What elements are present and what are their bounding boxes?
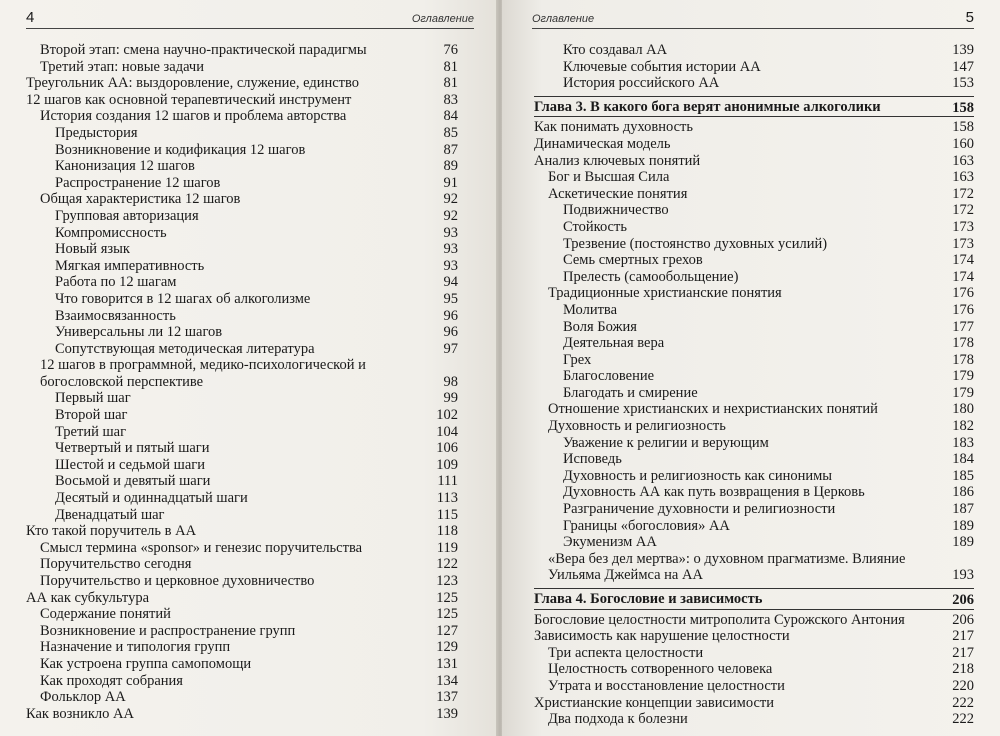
toc-entry-page: 111 (437, 473, 458, 490)
toc-entry-title: 12 шагов в программной, медико-психологической и богословской перспективе (40, 357, 366, 390)
toc-entry-title: Четвертый и пятый шаги (55, 440, 210, 457)
toc-entry-title: Глава 3. В какого бога верят анонимные алкоголики (534, 98, 881, 115)
toc-entry-title: Динамическая модель (534, 135, 671, 152)
toc-entry-page: 99 (443, 390, 458, 407)
toc-entry-title: Экуменизм АА (563, 534, 657, 551)
toc-entry-page: 98 (443, 373, 458, 390)
toc-entry-page: 87 (443, 141, 458, 158)
toc-entry (26, 175, 458, 192)
toc-entry (26, 473, 458, 490)
right-toc-list (534, 42, 974, 728)
toc-entry-page: 81 (443, 75, 458, 92)
toc-entry-title: Мягкая императивность (55, 257, 205, 274)
toc-entry-page: 174 (952, 252, 974, 269)
toc-entry-title: Разграничение духовности и религиозности (563, 501, 836, 518)
toc-entry-page: 180 (952, 401, 974, 418)
toc-entry-title: Групповая авторизация (55, 207, 199, 224)
toc-entry-title: Третий этап: новые задачи (40, 58, 204, 75)
toc-entry-page: 187 (952, 501, 974, 518)
toc-entry-title: Компромиссность (55, 224, 167, 241)
toc-entry (26, 308, 458, 325)
toc-entry-page: 193 (952, 567, 974, 584)
toc-entry (534, 319, 974, 336)
toc-entry-page: 102 (436, 407, 458, 424)
toc-entry-title: Возникновение и распространение групп (40, 622, 296, 639)
right-running-head: Оглавление (532, 13, 595, 25)
toc-entry-title: Духовность и религиозность (548, 418, 726, 435)
toc-entry (534, 352, 974, 369)
toc-entry-page: 109 (436, 456, 458, 473)
toc-entry (26, 208, 458, 225)
toc-entry (26, 407, 458, 424)
toc-entry-page: 134 (436, 672, 458, 689)
toc-chapter-heading (534, 96, 974, 118)
left-page-number: 4 (26, 9, 35, 26)
toc-entry-title: Первый шаг (55, 390, 131, 407)
toc-entry-title: История российского АА (563, 75, 720, 92)
toc-entry (26, 706, 458, 723)
toc-entry-title: Семь смертных грехов (563, 252, 703, 269)
toc-entry (534, 202, 974, 219)
toc-entry-page: 179 (952, 384, 974, 401)
toc-entry (534, 435, 974, 452)
toc-entry-title: 12 шагов как основной терапевтический инструмент (26, 91, 352, 108)
toc-entry-page: 97 (443, 340, 458, 357)
toc-entry-page: 95 (443, 290, 458, 307)
toc-entry-title: Поручительство и церковное духовничество (40, 573, 315, 589)
toc-entry (534, 136, 974, 153)
toc-entry (26, 258, 458, 275)
toc-entry-page: 206 (952, 592, 974, 608)
toc-entry (534, 661, 974, 678)
toc-entry-title: Аскетические понятия (548, 185, 688, 202)
toc-entry (26, 225, 458, 242)
toc-entry-title: Третий шаг (55, 423, 127, 440)
toc-entry-title: Шестой и седьмой шаги (55, 456, 205, 473)
toc-entry-title: Отношение христианских и нехристианских понятий (548, 401, 878, 418)
toc-entry-page: 81 (443, 58, 458, 75)
toc-entry (534, 186, 974, 203)
toc-entry-title: Благословение (563, 368, 655, 385)
toc-entry-title: Уважение к религии и верующим (563, 434, 769, 451)
toc-entry (26, 490, 458, 507)
toc-entry-title: Воля Божия (563, 318, 637, 335)
toc-entry (26, 75, 458, 92)
toc-entry (534, 302, 974, 319)
toc-entry-title: Духовность АА как путь возвращения в Церковь (563, 484, 865, 501)
toc-entry (534, 252, 974, 269)
toc-entry-page: 106 (436, 440, 458, 457)
toc-entry (534, 119, 974, 136)
toc-entry-page: 139 (436, 705, 458, 722)
left-toc-list (26, 42, 458, 722)
toc-entry-page: 176 (952, 301, 974, 318)
toc-entry-title: Три аспекта целостности (548, 644, 704, 661)
toc-entry-page: 173 (952, 218, 974, 235)
toc-entry-title: Христианские концепции зависимости (534, 694, 774, 711)
right-page (502, 0, 1000, 736)
toc-entry-title: Треугольник АА: выздоровление, служение, единство (26, 75, 359, 92)
toc-entry (534, 612, 974, 629)
toc-entry (534, 75, 974, 92)
toc-entry-page: 118 (436, 523, 458, 540)
toc-entry-title: Два подхода к болезни (548, 711, 688, 728)
toc-entry (534, 335, 974, 352)
toc-entry-page: 94 (443, 274, 458, 291)
toc-entry-page: 93 (443, 224, 458, 241)
toc-entry-title: Второй этап: смена научно-практической парадигмы (40, 42, 367, 58)
toc-entry (534, 501, 974, 518)
toc-entry-page: 91 (443, 174, 458, 191)
toc-entry-page: 129 (436, 639, 458, 656)
toc-entry (26, 540, 458, 557)
toc-entry (26, 142, 458, 159)
toc-entry-title: Благодать и смирение (563, 384, 698, 401)
toc-entry (26, 191, 458, 208)
toc-entry-title: Содержание понятий (40, 606, 171, 623)
toc-entry-page: 185 (952, 467, 974, 484)
toc-entry (534, 484, 974, 501)
toc-entry-page: 217 (952, 628, 974, 645)
toc-entry-title: Прелесть (самообольщение) (563, 268, 739, 285)
toc-entry-title: Смысл термина «sponsor» и генезис поручительства (40, 539, 363, 556)
toc-entry-page: 158 (952, 119, 974, 136)
left-running-head: Оглавление (411, 13, 474, 25)
toc-entry-page: 182 (952, 418, 974, 435)
toc-entry-page: 222 (952, 694, 974, 711)
toc-entry (534, 628, 974, 645)
toc-entry-page: 153 (952, 75, 974, 92)
toc-entry (26, 291, 458, 308)
toc-entry-page: 96 (443, 324, 458, 341)
toc-entry-title: Границы «богословия» АА (563, 517, 730, 534)
toc-entry-title: Предыстория (55, 124, 138, 141)
toc-entry-page: 172 (952, 202, 974, 219)
toc-entry (534, 711, 974, 728)
toc-entry-title: Взаимосвязанность (55, 307, 176, 324)
toc-entry-title: Анализ ключевых понятий (534, 152, 701, 169)
toc-entry-page: 104 (436, 423, 458, 440)
toc-entry (534, 551, 974, 584)
toc-entry-page: 85 (443, 124, 458, 141)
toc-entry (534, 368, 974, 385)
toc-entry-title: Двенадцатый шаг (55, 506, 165, 523)
toc-entry (26, 689, 458, 706)
toc-entry (26, 590, 458, 607)
toc-entry-page: 89 (443, 158, 458, 175)
toc-entry-page: 113 (436, 490, 458, 507)
toc-entry-page: 147 (952, 58, 974, 75)
toc-entry-page: 83 (443, 91, 458, 108)
toc-entry-page: 220 (952, 677, 974, 694)
toc-entry (534, 269, 974, 286)
toc-entry (26, 556, 458, 573)
toc-entry (26, 92, 458, 109)
toc-entry (534, 219, 974, 236)
left-page (0, 0, 498, 736)
toc-entry (26, 507, 458, 524)
toc-entry (26, 357, 458, 390)
toc-entry-page: 92 (443, 191, 458, 208)
toc-entry-page: 184 (952, 451, 974, 468)
toc-entry (534, 153, 974, 170)
toc-entry-page: 125 (436, 589, 458, 606)
toc-entry (26, 390, 458, 407)
toc-entry-title: Целостность сотворенного человека (548, 661, 773, 678)
toc-entry-title: Кто такой поручитель в АА (26, 523, 197, 540)
toc-entry (26, 324, 458, 341)
toc-entry-title: Возникновение и кодификация 12 шагов (55, 141, 306, 158)
toc-entry-title: Работа по 12 шагам (55, 274, 177, 291)
toc-entry-title: Что говорится в 12 шагах об алкоголизме (55, 290, 311, 307)
toc-entry (26, 274, 458, 291)
toc-entry-page: 174 (952, 268, 974, 285)
toc-entry-page: 84 (443, 108, 458, 125)
toc-entry-title: Универсальны ли 12 шагов (55, 324, 223, 341)
toc-entry (26, 158, 458, 175)
toc-entry-page: 189 (952, 534, 974, 551)
toc-entry-title: Стойкость (563, 218, 627, 235)
toc-entry (26, 457, 458, 474)
toc-entry-title: Богословие целостности митрополита Сурожского Антония (534, 611, 905, 628)
toc-entry (26, 241, 458, 258)
toc-entry (534, 534, 974, 551)
toc-entry-title: Трезвение (постоянство духовных усилий) (563, 235, 828, 252)
toc-entry (534, 678, 974, 695)
toc-entry-page: 127 (436, 622, 458, 639)
toc-entry (534, 385, 974, 402)
toc-entry (26, 59, 458, 76)
toc-entry-title: Как возникло АА (26, 705, 134, 722)
toc-entry-title: Восьмой и девятый шаги (55, 473, 211, 490)
toc-entry-page: 178 (952, 351, 974, 368)
toc-entry-title: Сопутствующая методическая литература (55, 340, 315, 357)
toc-entry-title: Зависимость как нарушение целостности (534, 628, 790, 645)
toc-entry-page: 206 (952, 611, 974, 628)
toc-entry (26, 424, 458, 441)
toc-entry-page: 115 (436, 506, 458, 523)
toc-chapter-heading (534, 588, 974, 610)
toc-entry-page: 178 (952, 335, 974, 352)
toc-entry (26, 573, 458, 590)
toc-entry-title: Назначение и типология групп (40, 639, 231, 656)
left-page-header (26, 8, 474, 29)
toc-entry-title: Грех (563, 351, 592, 368)
toc-entry (26, 639, 458, 656)
toc-entry (26, 125, 458, 142)
toc-entry-title: АА как субкультура (26, 589, 150, 606)
toc-entry-page: 158 (952, 99, 974, 116)
toc-entry-title: Как понимать духовность (534, 119, 694, 136)
toc-entry-page: 172 (952, 185, 974, 202)
toc-entry-page: 137 (436, 689, 458, 706)
toc-entry (534, 285, 974, 302)
toc-entry-title: Бог и Высшая Сила (548, 169, 670, 186)
toc-entry-page: 176 (952, 285, 974, 302)
toc-entry (534, 59, 974, 76)
toc-entry-page: 131 (436, 655, 458, 672)
toc-entry-page: 92 (443, 207, 458, 224)
toc-entry (534, 418, 974, 435)
toc-entry-page: 177 (952, 318, 974, 335)
toc-entry-title: Поручительство сегодня (40, 556, 192, 573)
right-page-header (532, 8, 974, 29)
toc-entry-page: 122 (436, 556, 458, 573)
toc-entry-title: Как проходят собрания (40, 672, 183, 689)
toc-entry (534, 401, 974, 418)
toc-entry (534, 518, 974, 535)
toc-entry (26, 440, 458, 457)
toc-entry (534, 645, 974, 662)
toc-entry-title: Традиционные христианские понятия (548, 285, 782, 302)
toc-entry-page: 163 (952, 152, 974, 169)
toc-entry-page: 123 (436, 573, 458, 589)
toc-entry-page: 186 (952, 484, 974, 501)
toc-entry-title: Кто создавал АА (563, 42, 668, 58)
toc-entry (534, 695, 974, 712)
toc-entry-title: Глава 4. Богословие и зависимость (534, 591, 763, 607)
toc-entry-page: 76 (443, 42, 458, 58)
toc-entry (26, 673, 458, 690)
toc-entry (26, 42, 458, 59)
toc-entry-title: Распространение 12 шагов (55, 174, 221, 191)
toc-entry-page: 93 (443, 241, 458, 258)
toc-entry (26, 523, 458, 540)
toc-entry (534, 468, 974, 485)
toc-entry-page: 125 (436, 606, 458, 623)
toc-entry (534, 236, 974, 253)
toc-entry (26, 623, 458, 640)
toc-entry-title: История создания 12 шагов и проблема авторства (40, 108, 347, 125)
toc-entry-title: Духовность и религиозность как синонимы (563, 467, 833, 484)
toc-entry-page: 218 (952, 661, 974, 678)
toc-entry-title: Второй шаг (55, 407, 128, 424)
toc-entry (26, 606, 458, 623)
toc-entry-page: 139 (952, 42, 974, 58)
toc-entry-title: «Вера без дел мертва»: о духовном прагматизме. Влияние Уильяма Джеймса на АА (548, 550, 906, 584)
toc-entry-page: 217 (952, 644, 974, 661)
toc-entry (534, 451, 974, 468)
toc-entry-page: 179 (952, 368, 974, 385)
toc-entry-page: 222 (952, 711, 974, 728)
toc-entry-title: Ключевые события истории АА (563, 58, 761, 75)
toc-entry-title: Утрата и восстановление целостности (548, 677, 785, 694)
toc-entry-title: Исповедь (563, 451, 622, 468)
toc-entry (534, 42, 974, 59)
toc-entry-title: Новый язык (55, 241, 130, 258)
toc-entry-page: 119 (436, 539, 458, 556)
toc-entry-title: Фольклор АА (40, 689, 126, 706)
toc-entry (534, 169, 974, 186)
toc-entry-page: 96 (443, 307, 458, 324)
toc-entry-title: Общая характеристика 12 шагов (40, 191, 241, 208)
toc-entry (26, 341, 458, 358)
toc-entry-page: 93 (443, 257, 458, 274)
toc-entry-page: 163 (952, 169, 974, 186)
toc-entry-title: Подвижничество (563, 202, 669, 219)
toc-entry-title: Как устроена группа самопомощи (40, 655, 252, 672)
toc-entry-page: 189 (952, 517, 974, 534)
toc-entry-title: Молитва (563, 301, 618, 318)
toc-entry (26, 108, 458, 125)
toc-entry-page: 183 (952, 434, 974, 451)
toc-entry-title: Десятый и одиннадцатый шаги (55, 490, 248, 507)
toc-entry (26, 656, 458, 673)
right-page-number: 5 (965, 9, 974, 26)
toc-entry-title: Канонизация 12 шагов (55, 158, 195, 175)
toc-entry-title: Деятельная вера (563, 335, 665, 352)
toc-entry-page: 160 (952, 135, 974, 152)
toc-entry-page: 173 (952, 235, 974, 252)
